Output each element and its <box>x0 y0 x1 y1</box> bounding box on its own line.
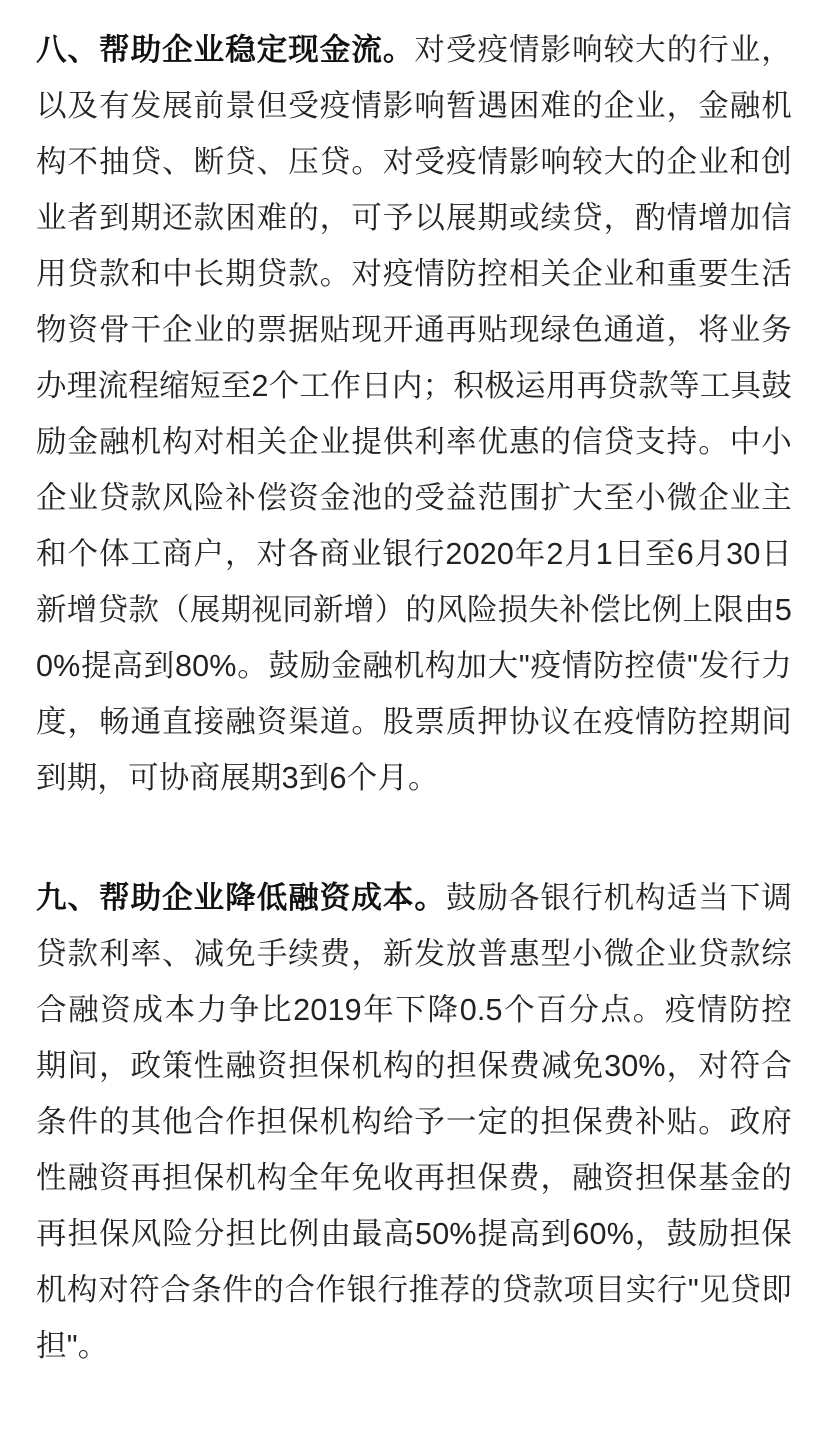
section-heading-8: 八、帮助企业稳定现金流。 <box>36 33 415 67</box>
section-body-9: 鼓励各银行机构适当下调贷款利率、减免手续费，新发放普惠型小微企业贷款综合融资成本力争比2019年下降0.5个百分点。疫情防控期间，政策性融资担保机构的担保费减免30%，对符合条件的其他合作担保机构给予一定的担保费补贴。政府性融资再担保机构全年免收再担保费，融资担保基金的再担保风险分担比例由最高50%提高到60%，鼓励担保机构对符合条件的合作银行推荐的贷款项目实行"见贷即担"。 <box>36 881 792 1363</box>
section-heading-9: 九、帮助企业降低融资成本。 <box>36 881 446 915</box>
document-section-8 <box>36 22 792 806</box>
paragraph-9 <box>36 870 792 1374</box>
document-section-9 <box>36 870 792 1374</box>
section-body-8: 对受疫情影响较大的行业，以及有发展前景但受疫情影响暂遇困难的企业，金融机构不抽贷、断贷、压贷。对受疫情影响较大的企业和创业者到期还款困难的，可予以展期或续贷，酌情增加信用贷款和中长期贷款。对疫情防控相关企业和重要生活物资骨干企业的票据贴现开通再贴现绿色通道，将业务办理流程缩短至2个工作日内；积极运用再贷款等工具鼓励金融机构对相关企业提供利率优惠的信贷支持。中小企业贷款风险补偿资金池的受益范围扩大至小微企业主和个体工商户，对各商业银行2020年2月1日至6月30日新增贷款（展期视同新增）的风险损失补偿比例上限由50%提高到80%。鼓励金融机构加大"疫情防控债"发行力度，畅通直接融资渠道。股票质押协议在疫情防控期间到期，可协商展期3到6个月。 <box>36 33 792 795</box>
paragraph-8 <box>36 22 792 806</box>
